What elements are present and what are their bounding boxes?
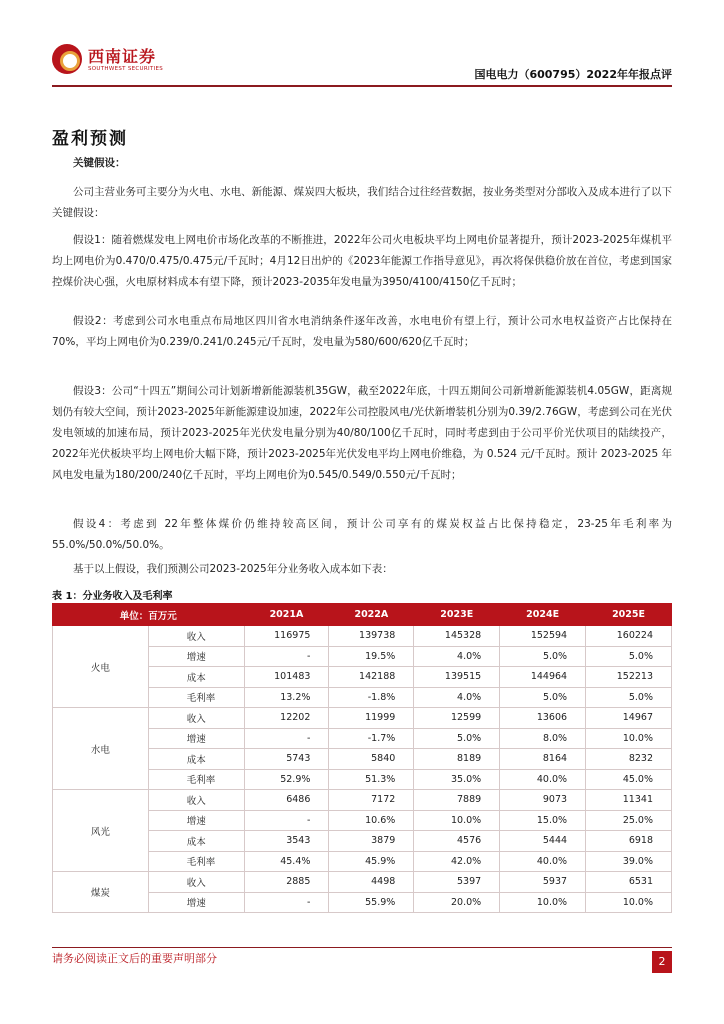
section-title: 盈利预测 (52, 129, 128, 149)
logo-emblem-icon (52, 44, 82, 74)
logo-cn-text: 西南证券 (88, 47, 157, 66)
footer-divider (52, 947, 672, 948)
table-cell: 51.3% (329, 769, 414, 790)
table-cell: 152594 (500, 626, 586, 647)
table-cell: 4.0% (414, 687, 500, 708)
table-cell: 4.0% (414, 646, 500, 667)
key-assumptions-label: 关键假设： (73, 157, 126, 169)
table-row (53, 872, 672, 893)
header-2022a: 2022A (329, 604, 414, 626)
metric-label: 增速 (148, 810, 244, 831)
table-cell: 45.4% (244, 851, 329, 872)
table-cell: 10.0% (586, 892, 672, 913)
intro-paragraph: 公司主营业务可主要分为火电、水电、新能源、煤炭四大板块，我们结合过往经营数据，按业务类型对分部收入及成本进行了以下关键假设： (52, 186, 672, 219)
table-cell: 6918 (586, 831, 672, 852)
company-logo (52, 44, 202, 78)
metric-label: 成本 (148, 749, 244, 770)
table-cell: 8.0% (500, 728, 586, 749)
report-title: 国电电力（600795）2022年年报点评 (474, 68, 672, 81)
table-cell: 101483 (244, 667, 329, 688)
revenue-margin-table (52, 603, 672, 913)
table-cell: 15.0% (500, 810, 586, 831)
assumption-1: 假设1：随着燃煤发电上网电价市场化改革的不断推进，2022年公司火电板块平均上网电价显著提升，预计2023-2025年煤机平均上网电价为0.470/0.475/0.475元/千瓦时；4月12日出炉的《2023年能源工作指导意见》，再次将保供稳价放在首位，考虑到国家控煤价决心强，火电原材料成本有望下降，预计2023-2035年发电量为3950/4100/4150亿千瓦时； (52, 234, 672, 288)
table-cell: 6531 (586, 872, 672, 893)
header-2021a: 2021A (244, 604, 329, 626)
table-cell: 8164 (500, 749, 586, 770)
table-cell: 10.0% (414, 810, 500, 831)
table-caption: 表 1：分业务收入及毛利率 (52, 591, 173, 602)
table-cell: - (244, 646, 329, 667)
table-cell: 5397 (414, 872, 500, 893)
table-cell: - (244, 728, 329, 749)
table-cell: 8232 (586, 749, 672, 770)
header-unit: 单位：百万元 (53, 604, 245, 626)
table-cell: 12599 (414, 708, 500, 729)
table-cell: 4576 (414, 831, 500, 852)
table-cell: 4498 (329, 872, 414, 893)
table-cell: - (244, 810, 329, 831)
metric-label: 成本 (148, 667, 244, 688)
table-cell: 152213 (586, 667, 672, 688)
metric-label: 毛利率 (148, 687, 244, 708)
page-header (52, 40, 672, 84)
table-cell: 35.0% (414, 769, 500, 790)
table-cell: 116975 (244, 626, 329, 647)
metric-label: 增速 (148, 728, 244, 749)
table-cell: 5.0% (586, 646, 672, 667)
table-cell: 160224 (586, 626, 672, 647)
table-cell: 142188 (329, 667, 414, 688)
table-cell: 5840 (329, 749, 414, 770)
table-cell: 5937 (500, 872, 586, 893)
footer-disclaimer: 请务必阅读正文后的重要声明部分 (52, 952, 217, 965)
assumption-3: 假设3：公司“十四五”期间公司计划新增新能源装机35GW，截至2022年底，十四五期间公司新增新能源装机4.05GW，距离规划仍有较大空间，预计2023-2025年新能源建设加速，2022年公司控股风电/光伏新增装机分别为0.39/2.76GW，考虑到公司在光伏发电领域的加速布局，预计2023-2025年光伏发电量分别为40/80/100亿千瓦时，同时考虑到由于公司平价光伏项目的陆续投产，2022年光伏板块平均上网电价大幅下降，预计2023-2025年光伏发电平均上网电价维稳，为 0.524 元/千瓦时。预计 2023-2025 年风电发电量为180/200/240亿千瓦时，平均上网电价为0.545/0.549/0.550元/千瓦时； (52, 385, 672, 481)
table-cell: 9073 (500, 790, 586, 811)
table-cell: 42.0% (414, 851, 500, 872)
metric-label: 增速 (148, 892, 244, 913)
table-cell: 39.0% (586, 851, 672, 872)
table-cell: 40.0% (500, 851, 586, 872)
assumption-4: 假设4：考虑到 22年整体煤价仍维持较高区间，预计公司享有的煤炭权益占比保持稳定，23-25年毛利率为55.0%/50.0%/50.0%。 (52, 518, 672, 551)
table-cell: 7889 (414, 790, 500, 811)
metric-label: 收入 (148, 626, 244, 647)
logo-en-text: SOUTHWEST SECURITIES (88, 66, 164, 72)
table-cell: 3879 (329, 831, 414, 852)
page-number: 2 (652, 951, 672, 973)
table-cell: 55.9% (329, 892, 414, 913)
table-cell: 7172 (329, 790, 414, 811)
header-2024e: 2024E (500, 604, 586, 626)
metric-label: 成本 (148, 831, 244, 852)
table-cell: 5.0% (500, 687, 586, 708)
forecast-intro: 基于以上假设，我们预测公司2023-2025年分业务收入成本如下表： (73, 563, 393, 575)
metric-label: 增速 (148, 646, 244, 667)
segment-coal: 煤炭 (53, 872, 149, 913)
table-cell: 5444 (500, 831, 586, 852)
table-cell: 45.0% (586, 769, 672, 790)
table-cell: 2885 (244, 872, 329, 893)
assumption-2: 假设2：考虑到公司水电重点布局地区四川省水电消纳条件逐年改善，水电电价有望上行，预计公司水电权益资产占比保持在70%，平均上网电价为0.239/0.241/0.245元/千瓦时，发电量为580/600/620亿千瓦时； (52, 315, 672, 348)
table-cell: 13.2% (244, 687, 329, 708)
table-cell: 139738 (329, 626, 414, 647)
metric-label: 收入 (148, 790, 244, 811)
metric-label: 收入 (148, 708, 244, 729)
table-cell: - (244, 892, 329, 913)
table-cell: 25.0% (586, 810, 672, 831)
table-cell: 19.5% (329, 646, 414, 667)
table-cell: 10.6% (329, 810, 414, 831)
table-cell: 40.0% (500, 769, 586, 790)
table-cell: 5743 (244, 749, 329, 770)
metric-label: 毛利率 (148, 851, 244, 872)
table-cell: 20.0% (414, 892, 500, 913)
table-cell: 10.0% (586, 728, 672, 749)
segment-thermal: 火电 (53, 626, 149, 708)
segment-hydro: 水电 (53, 708, 149, 790)
table-cell: 139515 (414, 667, 500, 688)
table-cell: -1.7% (329, 728, 414, 749)
table-cell: 5.0% (500, 646, 586, 667)
header-divider (52, 85, 672, 87)
header-2023e: 2023E (414, 604, 500, 626)
table-cell: 144964 (500, 667, 586, 688)
table-cell: 5.0% (586, 687, 672, 708)
table-cell: 8189 (414, 749, 500, 770)
table-cell: 3543 (244, 831, 329, 852)
table-cell: 14967 (586, 708, 672, 729)
table-cell: 10.0% (500, 892, 586, 913)
metric-label: 收入 (148, 872, 244, 893)
table-row (53, 626, 672, 647)
segment-wind-solar: 风光 (53, 790, 149, 872)
metric-label: 毛利率 (148, 769, 244, 790)
table-cell: 145328 (414, 626, 500, 647)
table-cell: 12202 (244, 708, 329, 729)
table-cell: 13606 (500, 708, 586, 729)
table-cell: 11341 (586, 790, 672, 811)
table-cell: -1.8% (329, 687, 414, 708)
table-cell: 45.9% (329, 851, 414, 872)
table-row (53, 790, 672, 811)
table-cell: 5.0% (414, 728, 500, 749)
header-2025e: 2025E (586, 604, 672, 626)
table-cell: 11999 (329, 708, 414, 729)
table-header-row (53, 604, 672, 626)
table-row (53, 708, 672, 729)
table-cell: 52.9% (244, 769, 329, 790)
table-cell: 6486 (244, 790, 329, 811)
